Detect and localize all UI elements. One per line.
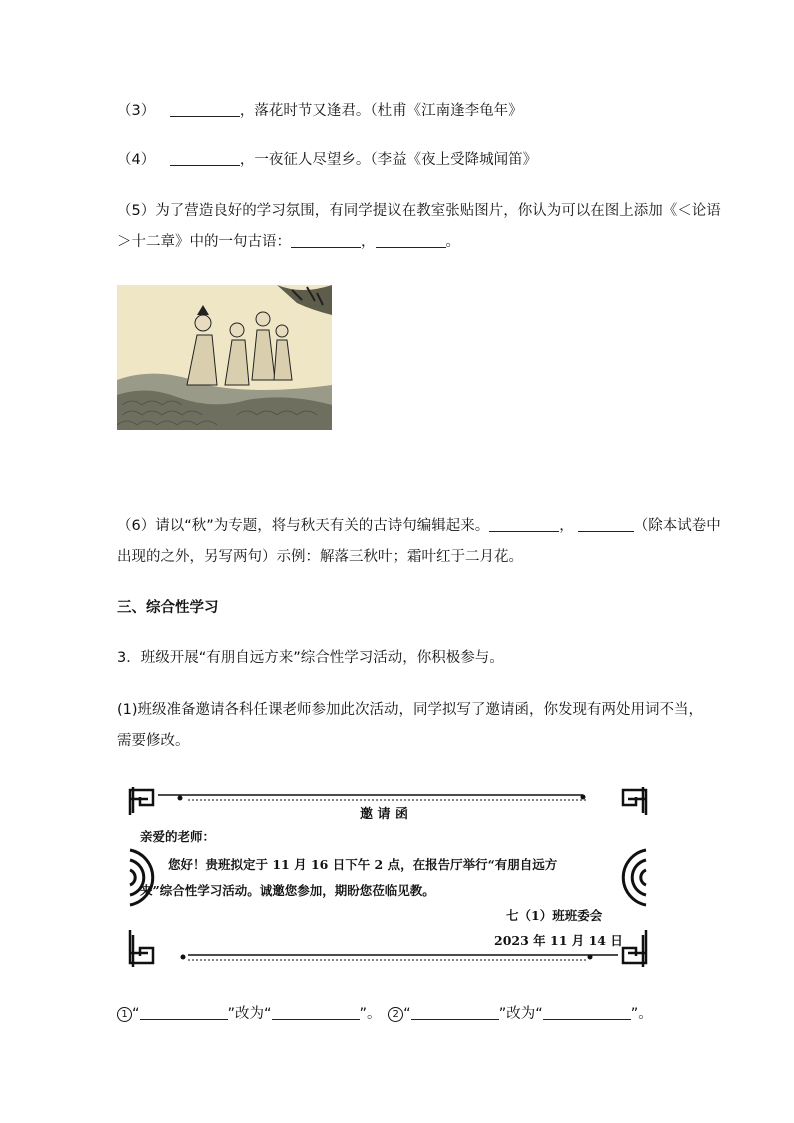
invitation-greeting: 亲爱的老师： <box>140 829 216 844</box>
invitation-title: 邀 请 函 <box>360 807 409 822</box>
answer-blank[interactable] <box>411 1005 499 1020</box>
answer-blank[interactable] <box>578 517 634 532</box>
answer-blank[interactable] <box>291 233 361 248</box>
question-6-line1: （6）请以“秋”为专题，将与秋天有关的古诗句编辑起来。 ， （除本试卷中 <box>117 518 721 534</box>
invitation-body-line2: 来”综合性学习活动。诚邀您参加，期盼您莅临见教。 <box>140 883 435 898</box>
sub-question-1-line1: (1)班级准备邀请各科任课老师参加此次活动，同学拟写了邀请函，你发现有两处用词不当， <box>117 702 704 718</box>
answer-blank[interactable] <box>489 517 559 532</box>
answer-blank[interactable] <box>140 1005 228 1020</box>
confucius-disciples-painting <box>117 285 332 430</box>
question-3-main: 3．班级开展“有朋自远方来”综合性学习活动，你积极参与。 <box>117 650 504 666</box>
circled-number-2: 2 <box>388 1007 403 1022</box>
question-6-line2: 出现的之外，另写两句）示例：解落三秋叶；霜叶红于二月花。 <box>117 549 523 565</box>
sub-question-1-line2: 需要修改。 <box>117 733 190 749</box>
question-5-line2: ＞十二章》中的一句古语： ， 。 <box>117 234 460 250</box>
question-4-line: （4） ，一夜征人尽望乡。（李益《夜上受降城闻笛》 <box>117 152 538 168</box>
invitation-date: 2023 年 11 月 14 日 <box>494 933 623 948</box>
invitation-signature: 七（1）班班委会 <box>506 908 603 923</box>
question-5-line1: （5）为了营造良好的学习氛围，有同学提议在教室张贴图片，你认为可以在图上添加《＜论语 <box>117 203 721 219</box>
section-heading: 三、综合性学习 <box>117 600 219 616</box>
answer-blank[interactable] <box>376 233 446 248</box>
answer-blank[interactable] <box>170 102 240 117</box>
answer-blank[interactable] <box>170 151 240 166</box>
answer-blank[interactable] <box>272 1005 360 1020</box>
invitation-body-line1: 您好！贵班拟定于 11 月 16 日下午 2 点，在报告厅举行“有朋自远方 <box>168 857 558 872</box>
question-3-line: （3） ，落花时节又逢君。（杜甫《江南逢李龟年》 <box>117 103 523 119</box>
answer-blank[interactable] <box>543 1005 631 1020</box>
correction-answer-line: 1 “ ”改为“ ”。 2 “ ”改为“ ”。 <box>117 1004 653 1024</box>
invitation-card <box>128 785 648 970</box>
circled-number-1: 1 <box>117 1007 132 1022</box>
